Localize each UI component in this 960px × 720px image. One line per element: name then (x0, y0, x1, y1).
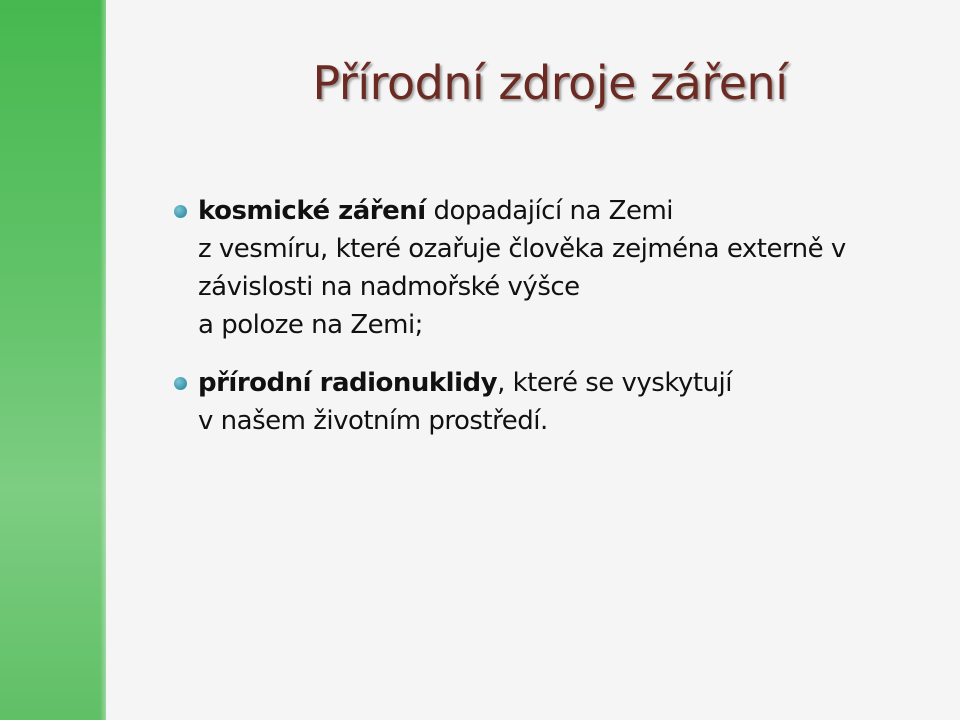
green-sidebar (0, 0, 106, 720)
bullet-dot-icon (174, 205, 187, 218)
bullet-bold-term: přírodní radionuklidy (198, 368, 498, 398)
bullet-line: závislosti na nadmořské výšce (198, 272, 580, 302)
bullet-first-line (198, 192, 928, 230)
bullet-natural-radionuclides (168, 364, 928, 440)
bullet-first-line (198, 364, 928, 402)
bullet-line: v našem životním prostředí. (198, 406, 548, 436)
slide-content (168, 192, 928, 440)
bullet-line: a poloze na Zemi; (198, 310, 423, 340)
bullet-cosmic-radiation (168, 192, 928, 344)
slide-title: Přírodní zdroje záření (312, 56, 788, 110)
bullet-bold-term: kosmické záření (198, 196, 426, 226)
bullet-text: dopadající na Zemi (425, 196, 674, 226)
bullet-dot-icon (174, 377, 187, 390)
sidebar-edge-highlight (100, 0, 106, 720)
bullet-text: , které se vyskytují (497, 368, 732, 398)
bullet-line: z vesmíru, které ozařuje člověka zejména externě v (198, 234, 846, 264)
